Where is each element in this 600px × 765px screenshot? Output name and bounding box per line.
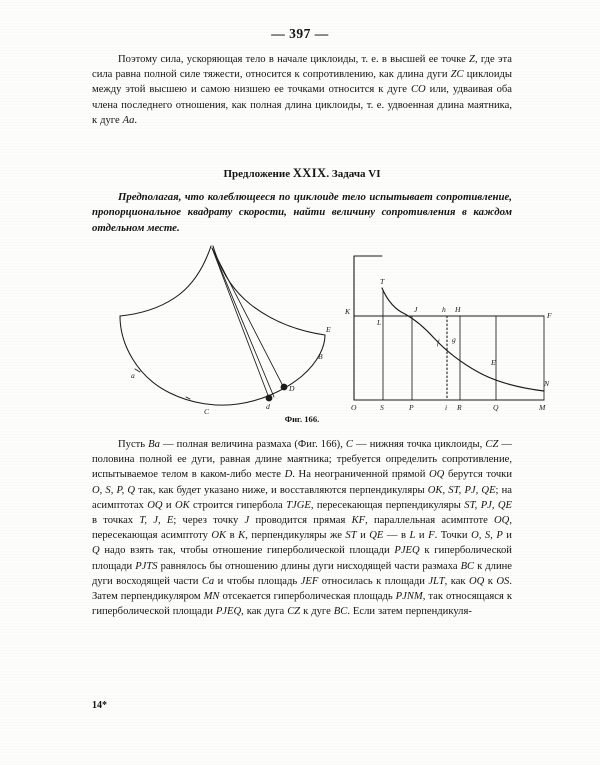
figure-svg [92,238,552,416]
proposition-numeral: XXIX [292,166,327,180]
pendulum-string-2 [212,248,274,397]
fig-label-f: f [437,338,440,347]
fig-label-D: D [289,384,295,393]
fig-label-J: J [414,305,418,314]
swing-arc-right [238,335,325,404]
fig-label-i: i [445,403,448,412]
fig-label-B: B [318,352,323,361]
fig-label-g: g [452,335,456,344]
bob-d [266,395,273,402]
fig-label-H: H [455,305,461,314]
fig-label-C: C [204,407,210,416]
fig-label-M: M [539,403,546,412]
fig-label-Q: Q [493,403,499,412]
fig-label-P: P [409,403,414,412]
hyperbola-TJGEN [382,288,544,391]
paragraph-text: Пусть Ba — полная величина размаха (Фиг. 166), C — нижняя точка циклоиды, CZ — половина полной ее дуги, равная длине маятника; требуется определить сопротивление, испытываемое телом в каком-либо месте D. На неограниченной прямой OQ берутся точки O, S, P, Q так, как будет указано ниже, и восставляются перпендикуляры OK, ST, PJ, QE; на асимптотах OQ и OK строится гипербола TJGE, пересекающая перпендикуляры ST, PJ, QE в точках T, J, E; через точку J проводится прямая KF, параллельная асимптоте OQ, пересекающая асимптоту OK в K, перпендикуляры же ST и QE — в L и F. Точки O, S, P и Q надо взять так, чтобы отношение гиперболической площади PJEQ к гиперболической площади PJTS равнялось бы отношению длины дуги нисходящей части размаха BC к длине дуги восходящей части Ca и чтобы площадь JEF относилась к площади JLT, как OQ к OS. Затем перпендикуляром MN отсекается гиперболическая площадь PJNM, так относящаяся к гиперболической площади PJEQ, как дуга CZ к дуге BC. Если затем перпендикуля- [92,439,513,618]
figure-label-group [131,277,552,416]
proposition-prefix: Предложение [223,168,293,180]
proposition-suffix: . Задача VI [326,168,381,180]
fig-label-a-left: a [131,371,135,380]
arc-tick-mid [186,397,190,399]
proposition-heading [92,166,512,181]
arc-tick-a [135,369,140,372]
paragraph-text: Поэтому сила, ускоряющая тело в начале циклоиды, т. е. в высшей ее точке Z, где эта сила равна полной силе тяжести, относится к сопротивлению, как длина дуги ZC циклоиды между этой высшею и самою низшею ее точками относится к дуге CO или, удваивая оба члена последнего отношения, как полная длина циклоиды, т. е. удвоенная длина маятника, к дуге Aa. [92,54,512,126]
pendulum-string-1 [212,248,269,398]
fig-label-K: K [345,307,351,316]
figure-caption: Фиг. 166. [284,414,320,424]
fig-label-d: d [266,402,270,411]
page-number: — 397 — [271,26,329,41]
figure-166 [92,238,552,416]
cycloid-upper-left-arc [120,246,211,316]
fig-label-h: h [442,305,446,314]
fig-label-E: E [491,358,496,367]
fig-label-N: N [544,379,550,388]
pendulum-string-3 [212,248,284,388]
fig-label-R: R [457,403,462,412]
paragraph-opening [92,52,512,128]
fig-label-S: S [380,403,384,412]
fig-label-E-top: E [326,325,331,334]
swing-arc-left [120,316,238,405]
fig-label-L: L [377,318,382,327]
paragraph-body [92,437,512,619]
fig-label-F: F [547,311,552,320]
fig-label-T: T [380,277,385,286]
folio-number: 14* [92,700,107,711]
bob-D [281,384,288,391]
proposition-statement: Предполагая, что колеблющееся по циклоиде тело испытывает сопротивление, пропорциональное квадрату скорости, найти величину сопротивления в каждом отдельном месте. [92,191,512,234]
fig-label-O: O [351,403,357,412]
